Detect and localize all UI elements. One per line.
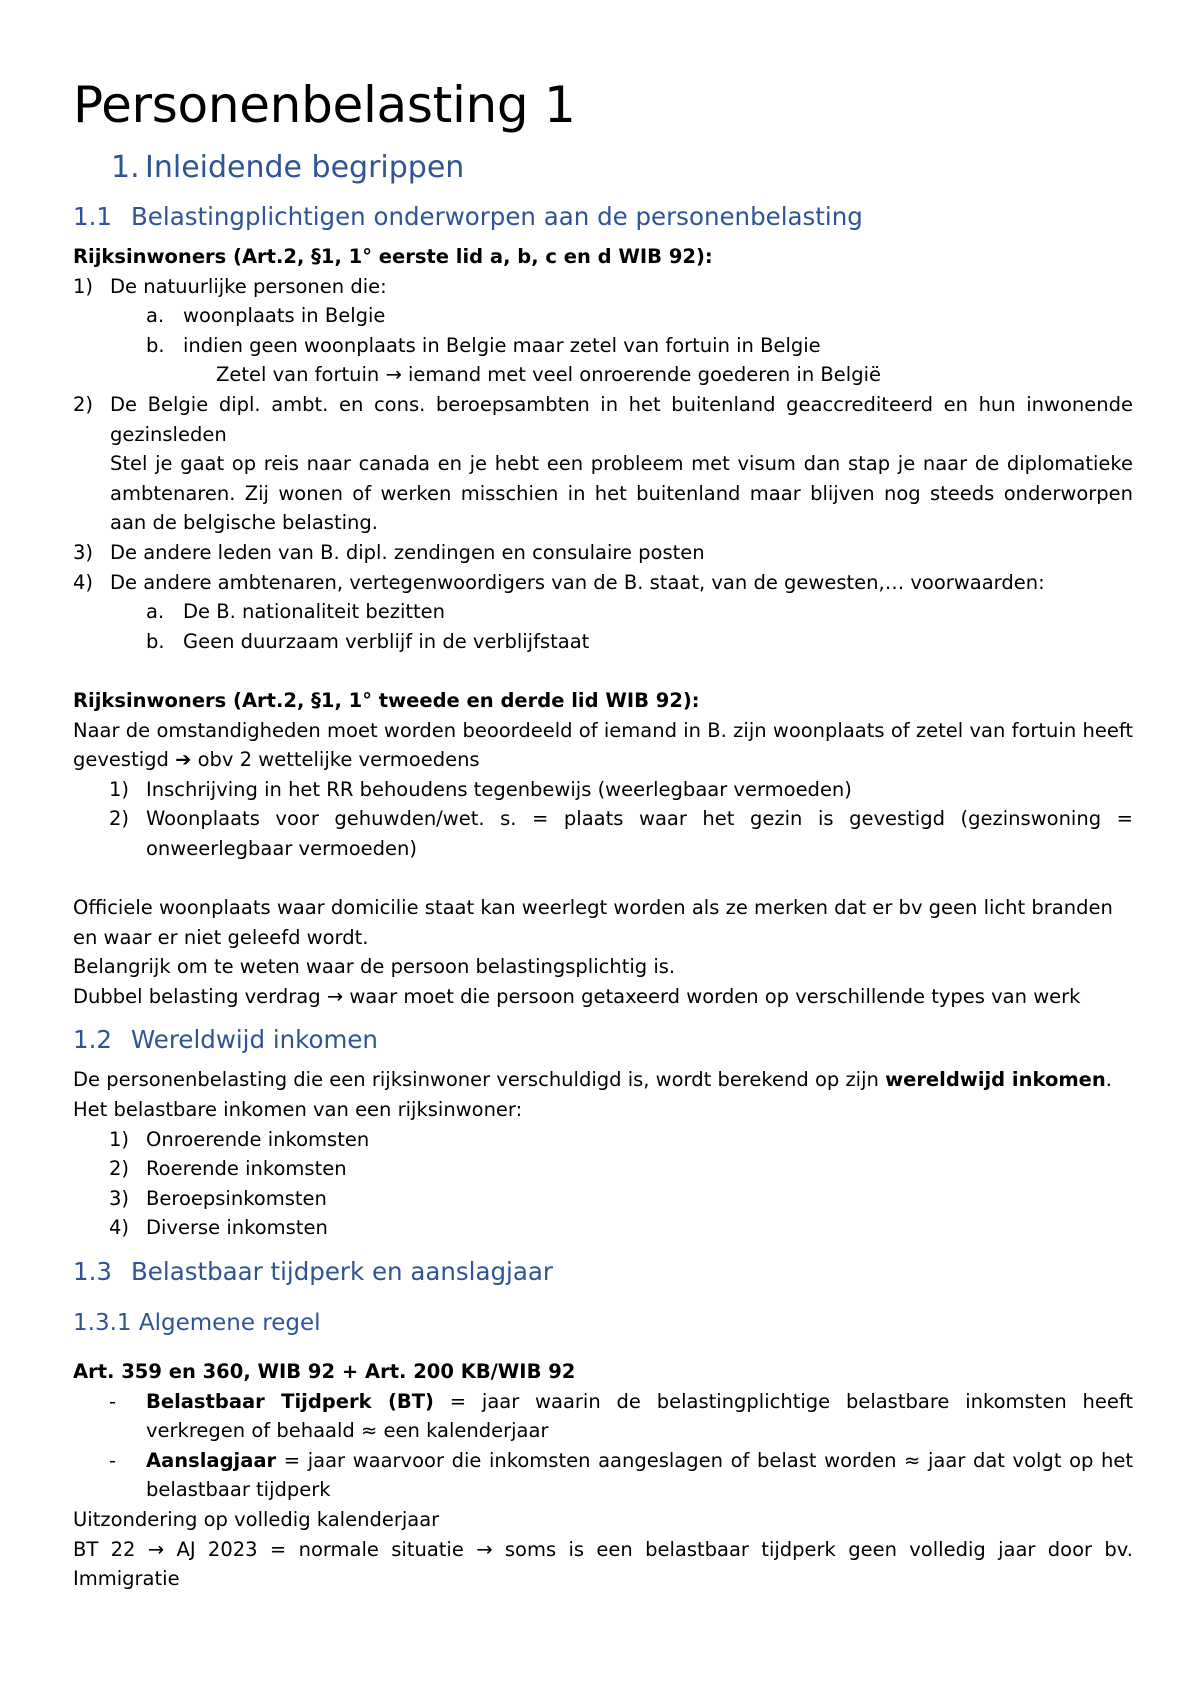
section-number: 1.3 [73, 1257, 112, 1286]
subsection-label: Algemene regel [138, 1310, 321, 1336]
list-marker: - [109, 1448, 117, 1472]
list-item-text: De andere ambtenaren, vertegenwoordigers van de B. staat, van de gewesten,… voorwaarden: [110, 570, 1045, 594]
list-item-text: Onroerende inkomsten [146, 1127, 370, 1151]
paragraph: Het belastbare inkomen van een rijksinwoner: [73, 1098, 523, 1122]
list-item [73, 1125, 1133, 1155]
list-marker: 4) [73, 570, 94, 594]
list-marker: 2) [109, 807, 130, 831]
paragraph: Belangrijk om te weten waar de persoon belastingsplichtig is. [73, 955, 676, 979]
list-item-text: De andere leden van B. dipl. zendingen en consulaire posten [110, 540, 705, 564]
chapter-number: 1. [111, 150, 140, 185]
definition-text: = jaar waarin de belastingplichtige belastbare inkomsten heeft verkregen of behaald ≈ een kalenderjaar [146, 1389, 1134, 1443]
list-marker: 3) [109, 1186, 130, 1210]
list-item-text: Geen duurzaam verblijf in de verblijfstaat [183, 629, 590, 653]
paragraph: BT 22 → AJ 2023 = normale situatie → soms is een belastbaar tijdperk geen volledig jaar door bv. Immigratie [73, 1537, 1133, 1591]
list-marker: b. [146, 629, 165, 653]
definition-term: Aanslagjaar [146, 1448, 277, 1472]
definition-term: Belastbaar Tijdperk (BT) [146, 1389, 434, 1413]
list-item-text: Beroepsinkomsten [146, 1186, 327, 1210]
list-item [73, 301, 1133, 331]
section-number: 1.2 [73, 1025, 112, 1055]
list-item-text: De natuurlijke personen die: [110, 274, 387, 298]
document-page [73, 70, 1133, 1594]
chapter-label: Inleidende begrippen [145, 150, 465, 185]
list-item [73, 1446, 1133, 1505]
list-item [73, 627, 1133, 657]
spacer [73, 863, 1133, 893]
section-label: Belastingplichtigen onderworpen aan de personenbelasting [131, 202, 863, 231]
list-marker: a. [146, 600, 165, 624]
paragraph-text: De personenbelasting die een rijksinwoner verschuldigd is, wordt berekend op zijn [73, 1068, 886, 1092]
section-heading-1-3 [73, 1255, 1133, 1289]
list-marker: 2) [109, 1157, 130, 1181]
page-title: Personenbelasting 1 [73, 76, 576, 134]
block-heading: Rijksinwoners (Art.2, §1, 1° eerste lid a, b, c en d WIB 92): [73, 245, 713, 268]
subsection-heading-1-3-1 [73, 1307, 1133, 1339]
item-note: Zetel van fortuin → iemand met veel onroerende goederen in België [216, 363, 881, 387]
list-item [73, 1387, 1133, 1446]
list-item-text: Inschrijving in het RR behoudens tegenbewijs (weerlegbaar vermoeden) [146, 777, 852, 801]
list-item [73, 1184, 1133, 1214]
paragraph [73, 1065, 1133, 1095]
list-marker: 3) [73, 540, 94, 564]
list-item [73, 568, 1133, 598]
list-marker: 2) [73, 392, 94, 416]
block-heading: Art. 359 en 360, WIB 92 + Art. 200 KB/WIB 92 [73, 1360, 576, 1383]
section-label: Belastbaar tijdperk en aanslagjaar [131, 1257, 553, 1286]
list-item-text: Roerende inkomsten [146, 1157, 347, 1181]
list-marker: a. [146, 304, 165, 328]
list-item [73, 1154, 1133, 1184]
block-heading: Rijksinwoners (Art.2, §1, 1° tweede en derde lid WIB 92): [73, 688, 700, 712]
paragraph-text: . [1105, 1068, 1112, 1092]
list-marker: b. [146, 333, 165, 357]
list-marker: - [109, 1389, 117, 1413]
paragraph: Officiele woonplaats waar domicilie staat kan weerlegt worden als ze merken dat er bv geen licht branden en waar er niet geleefd wordt. [73, 896, 1113, 949]
list-item [73, 390, 1133, 449]
item-note: Stel je gaat op reis naar canada en je hebt een probleem met visum dan stap je naar de diplomatieke ambtenaren. Zij wonen of werken misschien in het buitenland maar blijven nog steeds onderworpen aan de belgische belasting. [110, 452, 1133, 535]
chapter-heading [73, 148, 1133, 188]
section-heading-1-1 [73, 200, 1133, 234]
section-heading-1-2 [73, 1023, 1133, 1057]
list-item-text: Woonplaats voor gehuwden/wet. s. = plaats waar het gezin is gevestigd (gezinswoning = onweerlegbaar vermoeden) [146, 807, 1133, 860]
list-marker: 4) [109, 1216, 130, 1240]
list-marker: 1) [73, 274, 94, 298]
list-item-text: Diverse inkomsten [146, 1216, 328, 1240]
list-marker: 1) [109, 1127, 130, 1151]
list-item-text: De Belgie dipl. ambt. en cons. beroepsambten in het buitenland geaccrediteerd en hun inwonende gezinsleden [110, 392, 1133, 446]
section-label: Wereldwijd inkomen [131, 1025, 378, 1055]
list-item-text: woonplaats in Belgie [183, 304, 386, 328]
list-item [73, 775, 1133, 805]
subsection-number: 1.3.1 [73, 1310, 132, 1336]
section-number: 1.1 [73, 202, 112, 231]
list-marker: 1) [109, 777, 130, 801]
list-item [73, 331, 1133, 361]
list-item [73, 272, 1133, 302]
paragraph: Naar de omstandigheden moet worden beoordeeld of iemand in B. zijn woonplaats of zetel van fortuin heeft gevestigd ➔ obv 2 wettelijke vermoedens [73, 718, 1133, 772]
emphasis-text: wereldwijd inkomen [885, 1068, 1106, 1092]
list-item [73, 538, 1133, 568]
list-item-text: De B. nationaliteit bezitten [183, 600, 446, 624]
paragraph: Dubbel belasting verdrag → waar moet die persoon getaxeerd worden op verschillende types van werk [73, 984, 1081, 1008]
spacer [73, 656, 1133, 686]
list-item [73, 804, 1133, 863]
list-item [73, 1213, 1133, 1243]
definition-text: = jaar waarvoor die inkomsten aangeslagen of belast worden ≈ jaar dat volgt op het belastbaar tijdperk [146, 1448, 1133, 1502]
list-item-text: indien geen woonplaats in Belgie maar zetel van fortuin in Belgie [183, 333, 821, 357]
paragraph: Uitzondering op volledig kalenderjaar [73, 1507, 440, 1531]
list-item [73, 597, 1133, 627]
